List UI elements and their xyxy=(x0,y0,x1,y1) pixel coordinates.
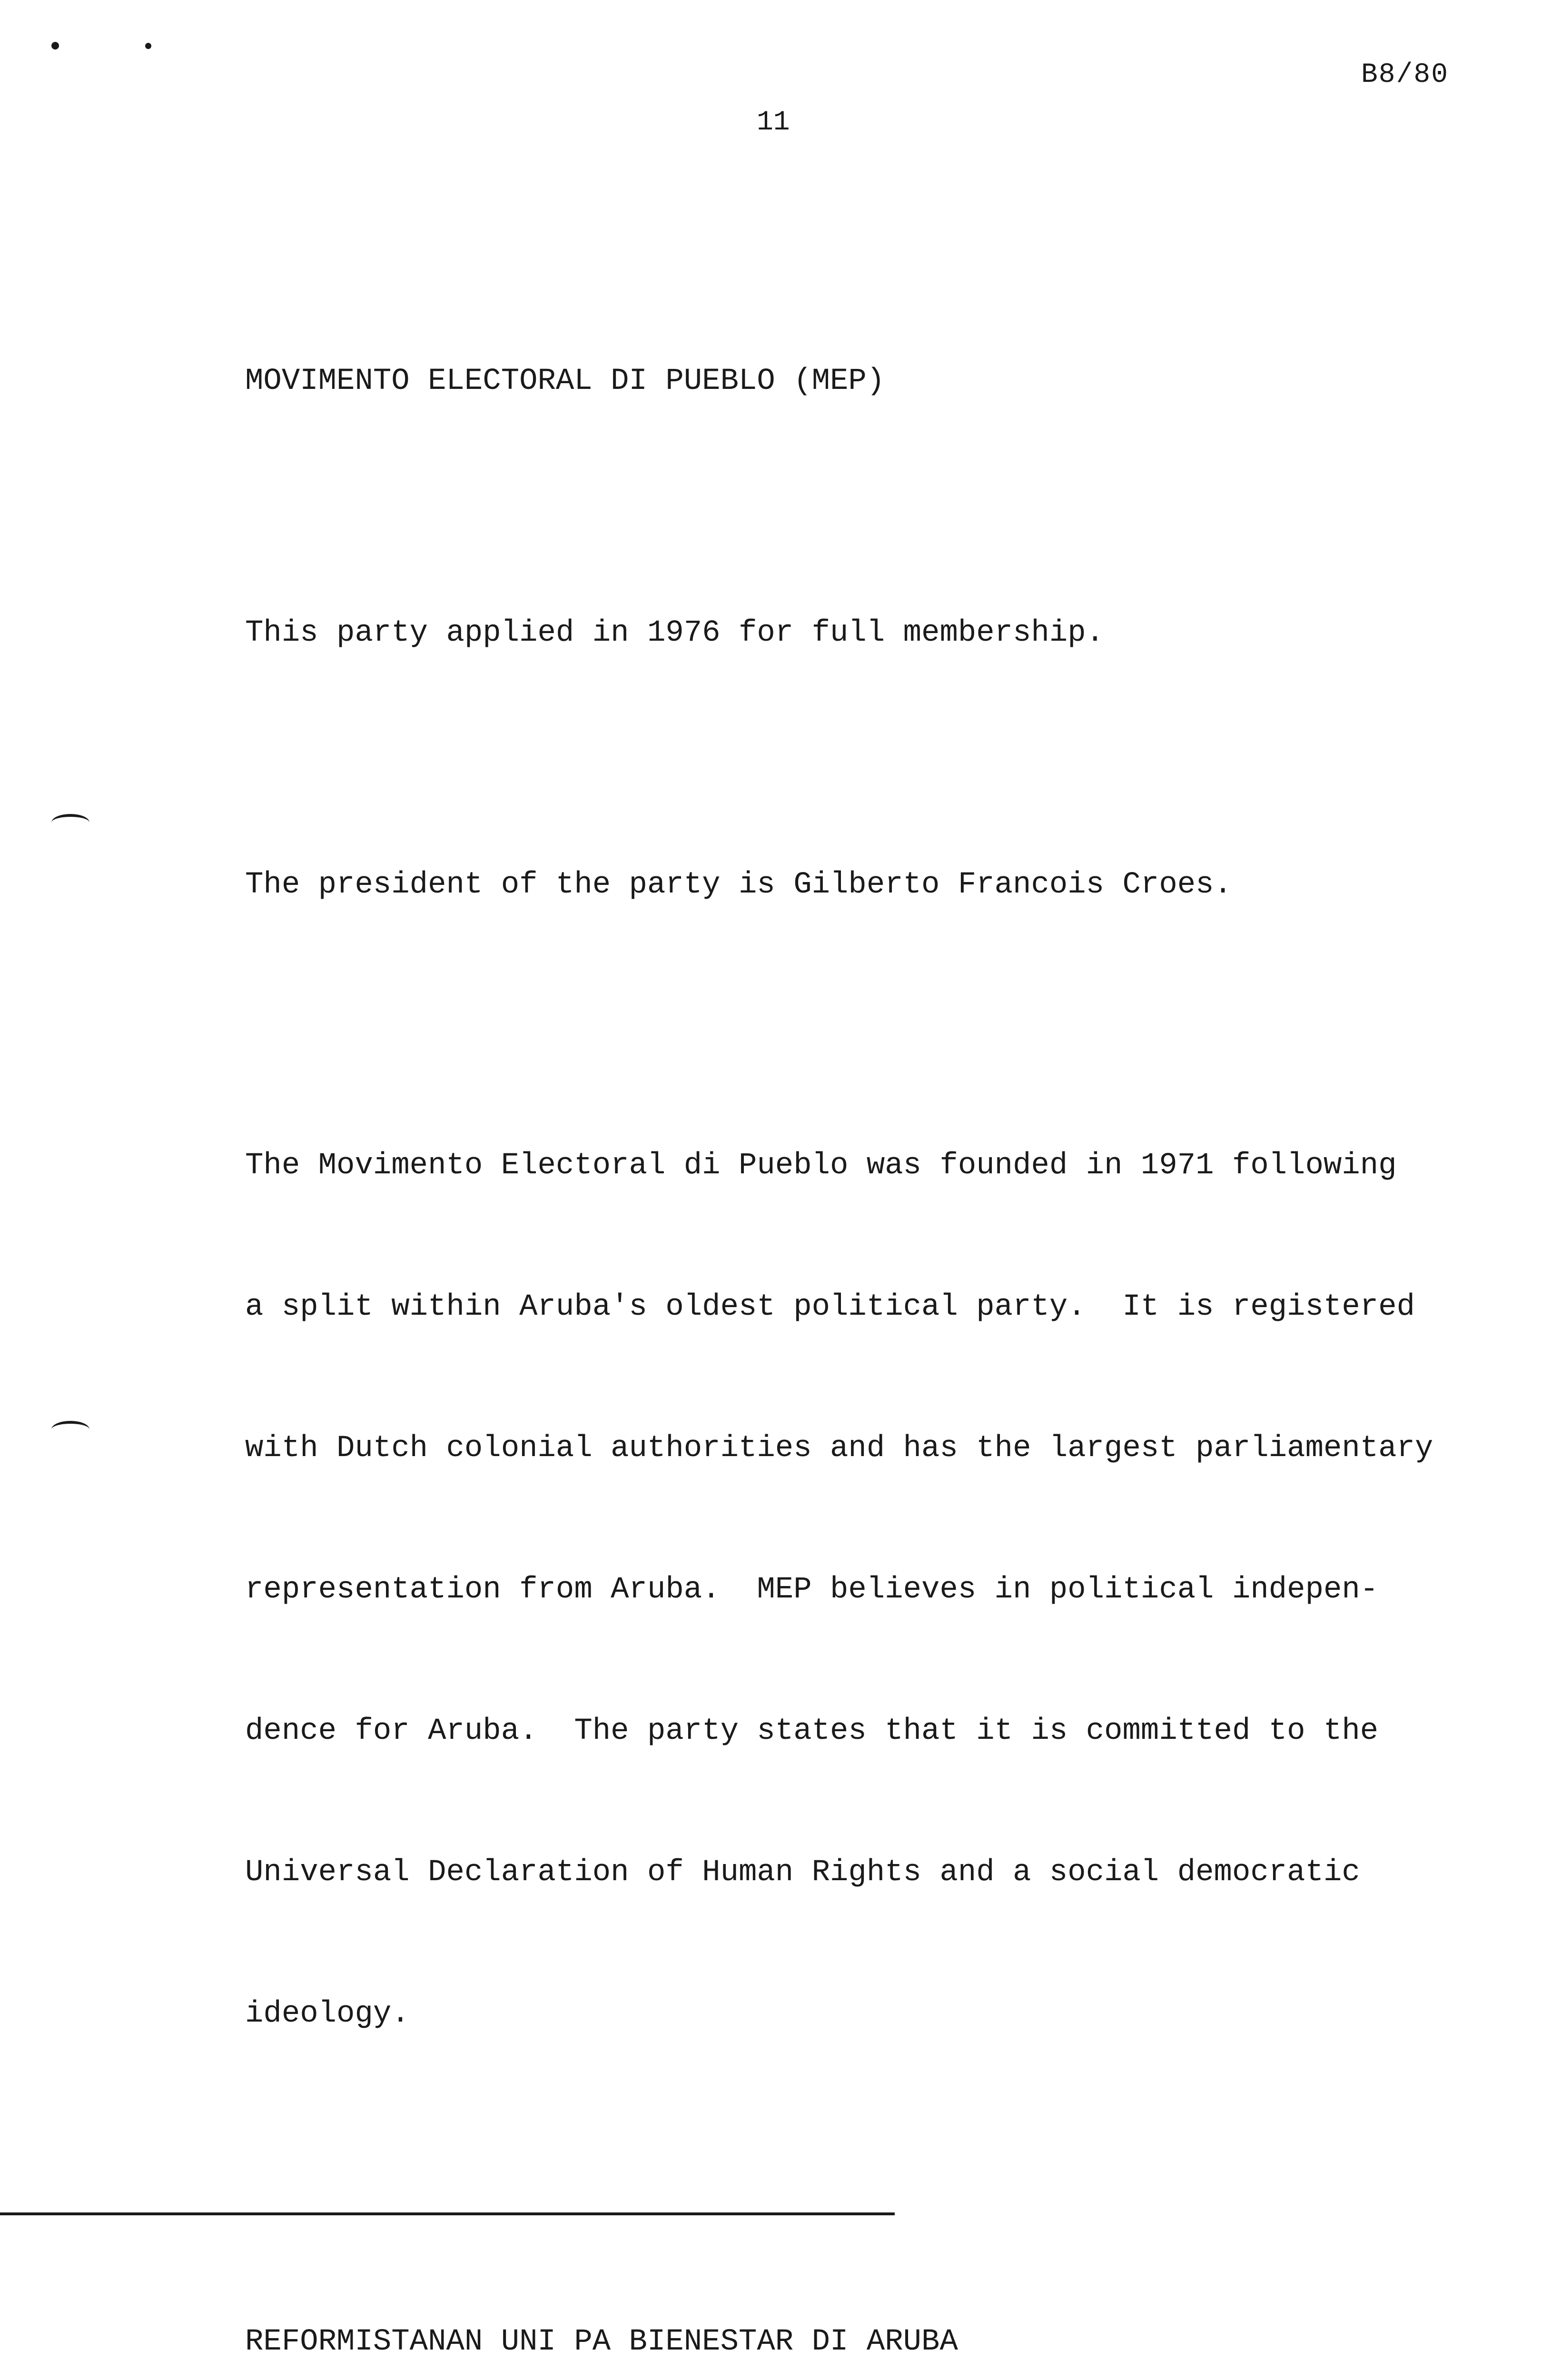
spacer xyxy=(245,1003,1530,1048)
mep-president: The president of the party is Gilberto Francois Croes. xyxy=(245,868,1232,902)
margin-mark-upper xyxy=(51,814,89,831)
mep-body-line: a split within Aruba's oldest political party. It is registered xyxy=(245,1290,1415,1324)
mep-body-line: Universal Declaration of Human Rights and a social democratic xyxy=(245,1855,1360,1890)
margin-mark-lower xyxy=(51,1421,89,1438)
mep-body-line: ideology. xyxy=(245,1997,410,2031)
section-title-mep: MOVIMENTO ELECTORAL DI PUEBLO (MEP) xyxy=(245,364,885,398)
reference-code: B8/80 xyxy=(1361,60,1449,90)
spacer xyxy=(245,499,1530,516)
page-number: 11 xyxy=(757,107,790,138)
mep-body-line: with Dutch colonial authorities and has the largest parliamentary xyxy=(245,1431,1433,1466)
mep-applied: This party applied in 1976 for full membership. xyxy=(245,616,1105,650)
mep-body-line: dence for Aruba. The party states that it is committed to the xyxy=(245,1714,1379,1748)
spacer xyxy=(245,751,1530,767)
bottom-rule xyxy=(0,2212,895,2215)
document-body xyxy=(245,217,1530,2380)
spacer xyxy=(245,2132,1530,2177)
punch-mark-right xyxy=(145,43,151,49)
mep-body-line: The Movimento Electoral di Pueblo was founded in 1971 following xyxy=(245,1149,1397,1183)
punch-mark-left xyxy=(51,42,59,50)
mep-body-line: representation from Aruba. MEP believes in political indepen- xyxy=(245,1573,1379,1607)
section-title-reformistanan: REFORMISTANAN UNI PA BIENESTAR DI ARUBA xyxy=(245,2325,958,2359)
